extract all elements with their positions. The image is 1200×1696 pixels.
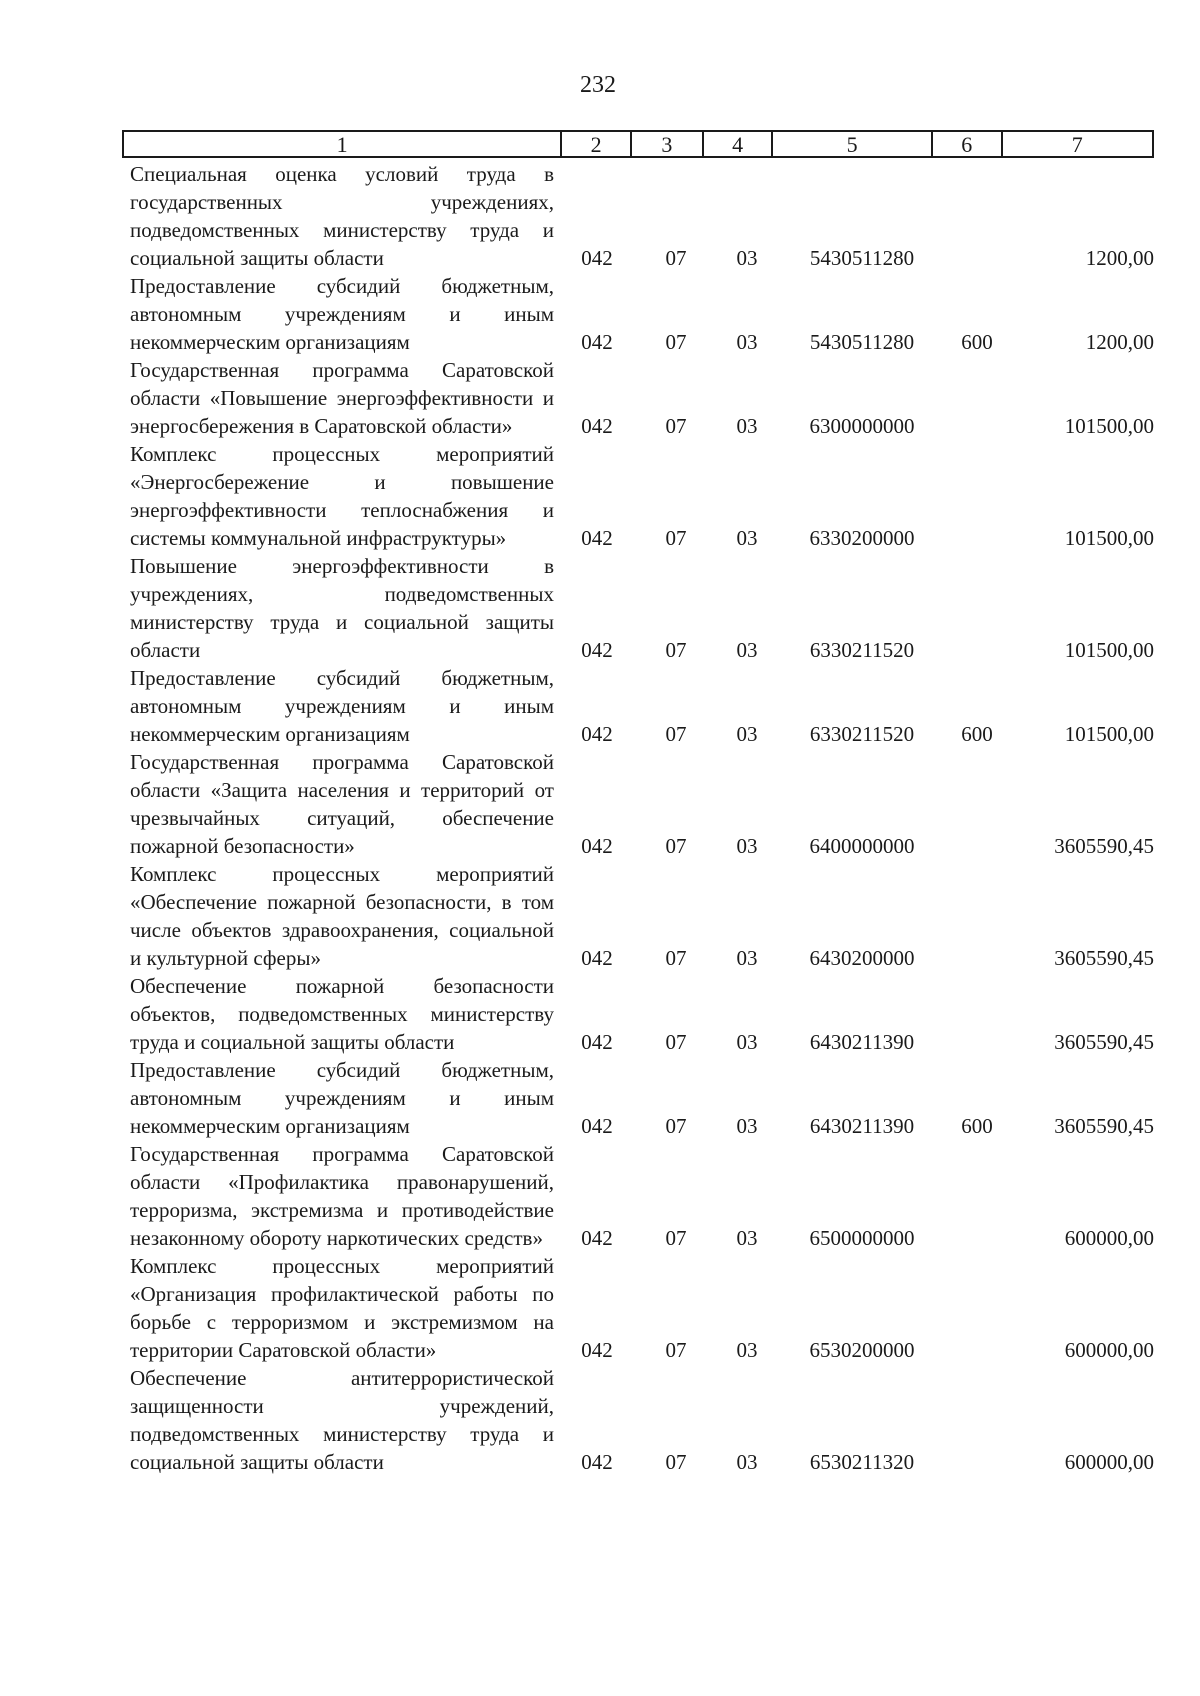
row-section-code: 07 — [665, 330, 687, 354]
row-name: Специальная оценка условий труда в государственных учреждениях, подведомственных министерству труда и социальной защиты области — [130, 162, 554, 270]
row-target-code: 5430511280 — [809, 330, 915, 354]
row-target-code: 6330200000 — [809, 526, 915, 550]
row-subsection-code: 03 — [736, 834, 758, 858]
row-section-code: 07 — [665, 526, 687, 550]
row-section-code: 07 — [665, 1114, 687, 1138]
row-subsection-code: 03 — [736, 1338, 758, 1362]
row-subsection-code: 03 — [736, 1226, 758, 1250]
row-subsection-code: 03 — [736, 246, 758, 270]
page-number: 232 — [580, 72, 616, 98]
row-ministry-code: 042 — [581, 638, 613, 662]
row-ministry-code: 042 — [581, 946, 613, 970]
row-target-code: 6330211520 — [809, 722, 915, 746]
row-sum: 101500,00 — [1064, 638, 1154, 662]
row-sum: 101500,00 — [1064, 722, 1154, 746]
row-ministry-code: 042 — [581, 1030, 613, 1054]
table-row — [130, 1056, 1154, 1140]
row-name: Комплекс процессных мероприятий «Обеспечение пожарной безопасности, в том числе объектов здравоохранения, социальной и культурной сферы» — [130, 862, 554, 970]
row-target-code: 6430211390 — [809, 1114, 915, 1138]
row-section-code: 07 — [665, 246, 687, 270]
row-subsection-code: 03 — [736, 638, 758, 662]
table-row — [130, 748, 1154, 860]
row-ministry-code: 042 — [581, 834, 613, 858]
row-name: Комплекс процессных мероприятий «Энергосбережение и повышение энергоэффективности теплоснабжения и системы коммунальной инфраструктуры» — [130, 442, 554, 550]
table-row — [130, 356, 1154, 440]
row-sum: 600000,00 — [1064, 1226, 1154, 1250]
table-row — [130, 1140, 1154, 1252]
row-expense-type-code: 600 — [961, 1114, 993, 1138]
table-row — [130, 860, 1154, 972]
row-sum: 1200,00 — [1085, 246, 1154, 270]
row-ministry-code: 042 — [581, 414, 613, 438]
row-name: Государственная программа Саратовской области «Повышение энергоэффективности и энергосбережения в Саратовской области» — [130, 358, 554, 438]
row-section-code: 07 — [665, 1226, 687, 1250]
row-subsection-code: 03 — [736, 1030, 758, 1054]
row-subsection-code: 03 — [736, 330, 758, 354]
row-subsection-code: 03 — [736, 526, 758, 550]
table-row — [130, 664, 1154, 748]
table-row — [130, 1252, 1154, 1364]
row-name: Предоставление субсидий бюджетным, автономным учреждениям и иным некоммерческим организациям — [130, 666, 554, 746]
row-target-code: 6530211320 — [809, 1450, 915, 1474]
row-ministry-code: 042 — [581, 246, 613, 270]
row-target-code: 6430211390 — [809, 1030, 915, 1054]
row-name: Повышение энергоэффективности в учреждениях, подведомственных министерству труда и социальной защиты области — [130, 554, 554, 662]
row-section-code: 07 — [665, 1030, 687, 1054]
row-section-code: 07 — [665, 1338, 687, 1362]
row-subsection-code: 03 — [736, 722, 758, 746]
row-sum: 3605590,45 — [1054, 946, 1154, 970]
row-section-code: 07 — [665, 834, 687, 858]
header-col-3: 3 — [632, 132, 704, 156]
header-col-1: 1 — [124, 132, 562, 156]
row-target-code: 6530200000 — [809, 1338, 915, 1362]
header-col-4: 4 — [704, 132, 774, 156]
table-row — [130, 160, 1154, 272]
row-subsection-code: 03 — [736, 1450, 758, 1474]
row-name: Обеспечение антитеррористической защищенности учреждений, подведомственных министерству труда и социальной защиты области — [130, 1366, 554, 1474]
table-header — [122, 130, 1154, 158]
row-sum: 101500,00 — [1064, 526, 1154, 550]
row-sum: 101500,00 — [1064, 414, 1154, 438]
row-sum: 600000,00 — [1064, 1338, 1154, 1362]
header-col-5: 5 — [773, 132, 932, 156]
row-ministry-code: 042 — [581, 1450, 613, 1474]
row-target-code: 6430200000 — [809, 946, 915, 970]
row-target-code: 6500000000 — [809, 1226, 915, 1250]
row-ministry-code: 042 — [581, 330, 613, 354]
table-row — [130, 972, 1154, 1056]
row-section-code: 07 — [665, 722, 687, 746]
row-name: Комплекс процессных мероприятий «Организация профилактической работы по борьбе с терроризмом и экстремизмом на территории Саратовской области» — [130, 1254, 554, 1362]
row-sum: 1200,00 — [1085, 330, 1154, 354]
row-ministry-code: 042 — [581, 1114, 613, 1138]
row-target-code: 6400000000 — [809, 834, 915, 858]
row-target-code: 6300000000 — [809, 414, 915, 438]
row-subsection-code: 03 — [736, 414, 758, 438]
row-name: Предоставление субсидий бюджетным, автономным учреждениям и иным некоммерческим организациям — [130, 1058, 554, 1138]
header-col-7: 7 — [1071, 132, 1083, 157]
row-sum: 3605590,45 — [1054, 1114, 1154, 1138]
table-row — [130, 1364, 1154, 1476]
row-sum: 3605590,45 — [1054, 1030, 1154, 1054]
row-expense-type-code: 600 — [961, 722, 993, 746]
row-section-code: 07 — [665, 414, 687, 438]
row-name: Предоставление субсидий бюджетным, автономным учреждениям и иным некоммерческим организациям — [130, 274, 554, 354]
row-name: Государственная программа Саратовской области «Защита населения и территорий от чрезвычайных ситуаций, обеспечение пожарной безопасности» — [130, 750, 554, 858]
row-ministry-code: 042 — [581, 526, 613, 550]
row-sum: 600000,00 — [1064, 1450, 1154, 1474]
row-sum: 3605590,45 — [1054, 834, 1154, 858]
table-row — [130, 440, 1154, 552]
row-ministry-code: 042 — [581, 1226, 613, 1250]
row-name: Государственная программа Саратовской области «Профилактика правонарушений, терроризма, экстремизма и противодействие незаконному обороту наркотических средств» — [130, 1142, 554, 1250]
header-col-2: 2 — [562, 132, 632, 156]
table-row — [130, 552, 1154, 664]
row-target-code: 6330211520 — [809, 638, 915, 662]
row-section-code: 07 — [665, 638, 687, 662]
row-ministry-code: 042 — [581, 1338, 613, 1362]
table-body — [130, 160, 1154, 1476]
row-expense-type-code: 600 — [961, 330, 993, 354]
table-row — [130, 272, 1154, 356]
row-section-code: 07 — [665, 946, 687, 970]
row-target-code: 5430511280 — [809, 246, 915, 270]
row-subsection-code: 03 — [736, 946, 758, 970]
header-col-6: 6 — [933, 132, 1003, 156]
row-name: Обеспечение пожарной безопасности объектов, подведомственных министерству труда и социальной защиты области — [130, 974, 554, 1054]
row-ministry-code: 042 — [581, 722, 613, 746]
row-subsection-code: 03 — [736, 1114, 758, 1138]
row-section-code: 07 — [665, 1450, 687, 1474]
